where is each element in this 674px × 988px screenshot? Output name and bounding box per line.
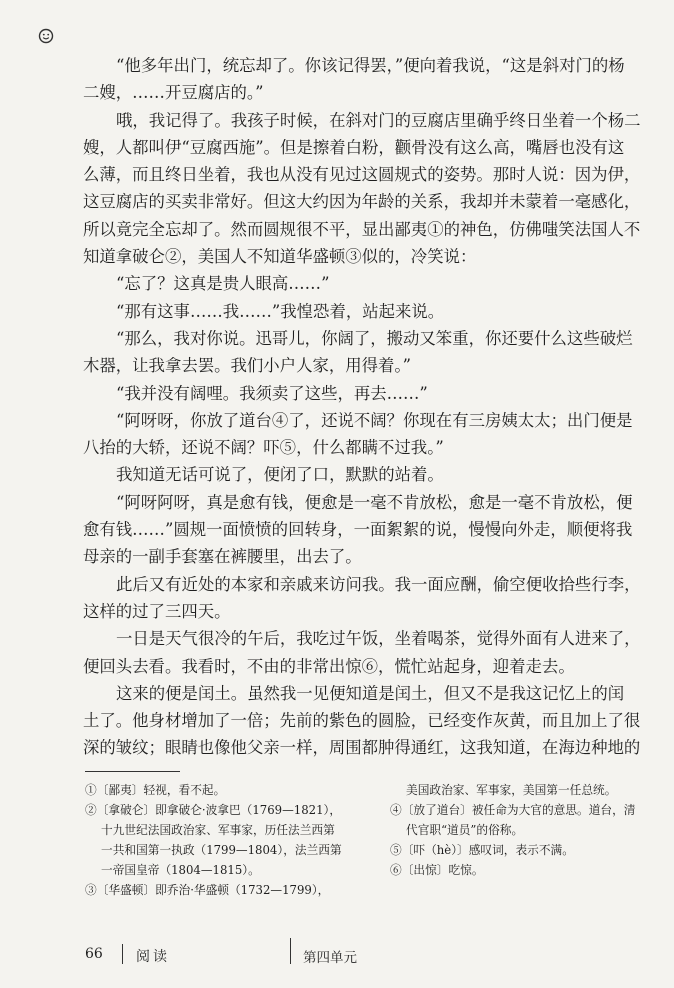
smiley-icon bbox=[38, 28, 54, 44]
footnote: ⑤〔吓（hè）〕感叹词，表示不满。 bbox=[390, 843, 574, 858]
text-line: 母亲的一副手套塞在裤腰里，出去了。 bbox=[83, 547, 362, 567]
footnotes-right bbox=[390, 780, 670, 880]
text-line: 八抬的大轿，还说不阔？吓⑤，什么都瞒不过我。” bbox=[83, 438, 444, 458]
text-line: 土了。他身材增加了一倍；先前的紫色的圆脸，已经变作灰黄，而且加上了很 bbox=[83, 711, 641, 731]
footnote: ③〔华盛顿〕即乔治·华盛顿（1732—1799）， bbox=[85, 883, 330, 898]
text-line: 这来的便是闰土。虽然我一见便知道是闰土，但又不是我这记忆上的闰 bbox=[116, 683, 625, 703]
body-text bbox=[83, 52, 669, 762]
text-line: 哦，我记得了。我孩子时候，在斜对门的豆腐店里确乎终日坐着一个杨二 bbox=[116, 110, 641, 130]
text-line: 这样的过了三四天。 bbox=[83, 601, 231, 621]
footnote: ⑥〔出惊〕吃惊。 bbox=[390, 863, 484, 878]
text-line: “那么，我对你说。迅哥儿，你阔了，搬动又笨重，你还要什么这些破烂 bbox=[116, 328, 633, 348]
text-line: 便回头去看。我看时，不由的非常出惊⑥，慌忙站起身，迎着走去。 bbox=[83, 656, 575, 676]
text-line: 所以竟完全忘却了。然而圆规很不平，显出鄙夷①的神色，仿佛嗤笑法国人不 bbox=[83, 219, 641, 239]
footnotes-left bbox=[85, 780, 375, 901]
text-line: “我并没有阔哩。我须卖了这些，再去……” bbox=[116, 383, 428, 403]
footnote: ①〔鄙夷〕轻视，看不起。 bbox=[85, 783, 226, 797]
text-line: 这豆腐店的买卖非常好。但这大约因为年龄的关系，我却并未蒙着一毫感化， bbox=[83, 192, 641, 212]
text-line: “他多年出门，统忘却了。你该记得罢，”便向着我说，“这是斜对门的杨 bbox=[116, 56, 625, 75]
text-line: 二嫂，……开豆腐店的。” bbox=[83, 83, 264, 103]
page-number: 66 bbox=[85, 946, 103, 962]
text-line: 一日是天气很冷的午后，我吃过午饭，坐着喝茶，觉得外面有人进来了， bbox=[116, 629, 641, 649]
unit-label: 第四单元 bbox=[303, 950, 357, 966]
footnote: ④〔放了道台〕被任命为大官的意思。道台，清 bbox=[390, 803, 636, 818]
footnote-continuation: 美国政治家、军事家，美国第一任总统。 bbox=[406, 783, 617, 797]
text-line: 嫂，人都叫伊“豆腐西施”。但是擦着白粉，颧骨没有这么高，嘴唇也没有这 bbox=[83, 137, 625, 157]
footnote-continuation: 一帝国皇帝（1804—1815）。 bbox=[101, 863, 260, 878]
text-line: 知道拿破仑②，美国人不知道华盛顿③似的，冷笑说： bbox=[83, 247, 477, 267]
footnote-continuation: 一共和国第一执政（1799—1804），法兰西第 bbox=[101, 843, 342, 858]
text-line: 深的皱纹；眼睛也像他父亲一样，周围都肿得通红，这我知道，在海边种地的 bbox=[83, 738, 641, 758]
text-line: 愈有钱……”圆规一面愤愤的回转身，一面絮絮的说，慢慢向外走，顺便将我 bbox=[83, 520, 633, 540]
text-line: 么薄，而且终日坐着，我也从没有见过这圆规式的姿势。那时人说：因为伊， bbox=[83, 165, 641, 185]
text-line: “那有这事……我……”我惶恐着，站起来说。 bbox=[116, 301, 445, 321]
footnote-divider bbox=[85, 771, 180, 772]
text-line: “忘了？这真是贵人眼高……” bbox=[116, 274, 330, 294]
text-line: 此后又有近处的本家和亲戚来访问我。我一面应酬，偷空便收拾些行李， bbox=[116, 574, 641, 594]
text-line: “阿呀呀，你放了道台④了，还说不阔？你现在有三房姨太太；出门便是 bbox=[116, 410, 633, 430]
footnote-continuation: 十九世纪法国政治家、军事家，历任法兰西第 bbox=[101, 823, 335, 838]
footnote: ②〔拿破仑〕即拿破仑·波拿巴（1769—1821）， bbox=[85, 803, 342, 818]
footer-divider bbox=[290, 938, 291, 964]
text-line: 木器，让我拿去罢。我们小户人家，用得着。” bbox=[83, 356, 411, 376]
footer-divider bbox=[122, 944, 123, 964]
text-line: 我知道无话可说了，便闭了口，默默的站着。 bbox=[116, 465, 444, 485]
text-line: “阿呀阿呀，真是愈有钱，便愈是一毫不肯放松，愈是一毫不肯放松，便 bbox=[116, 492, 633, 512]
section-label: 阅读 bbox=[136, 949, 170, 965]
footnote-continuation: 代官职“道员”的俗称。 bbox=[406, 823, 524, 838]
